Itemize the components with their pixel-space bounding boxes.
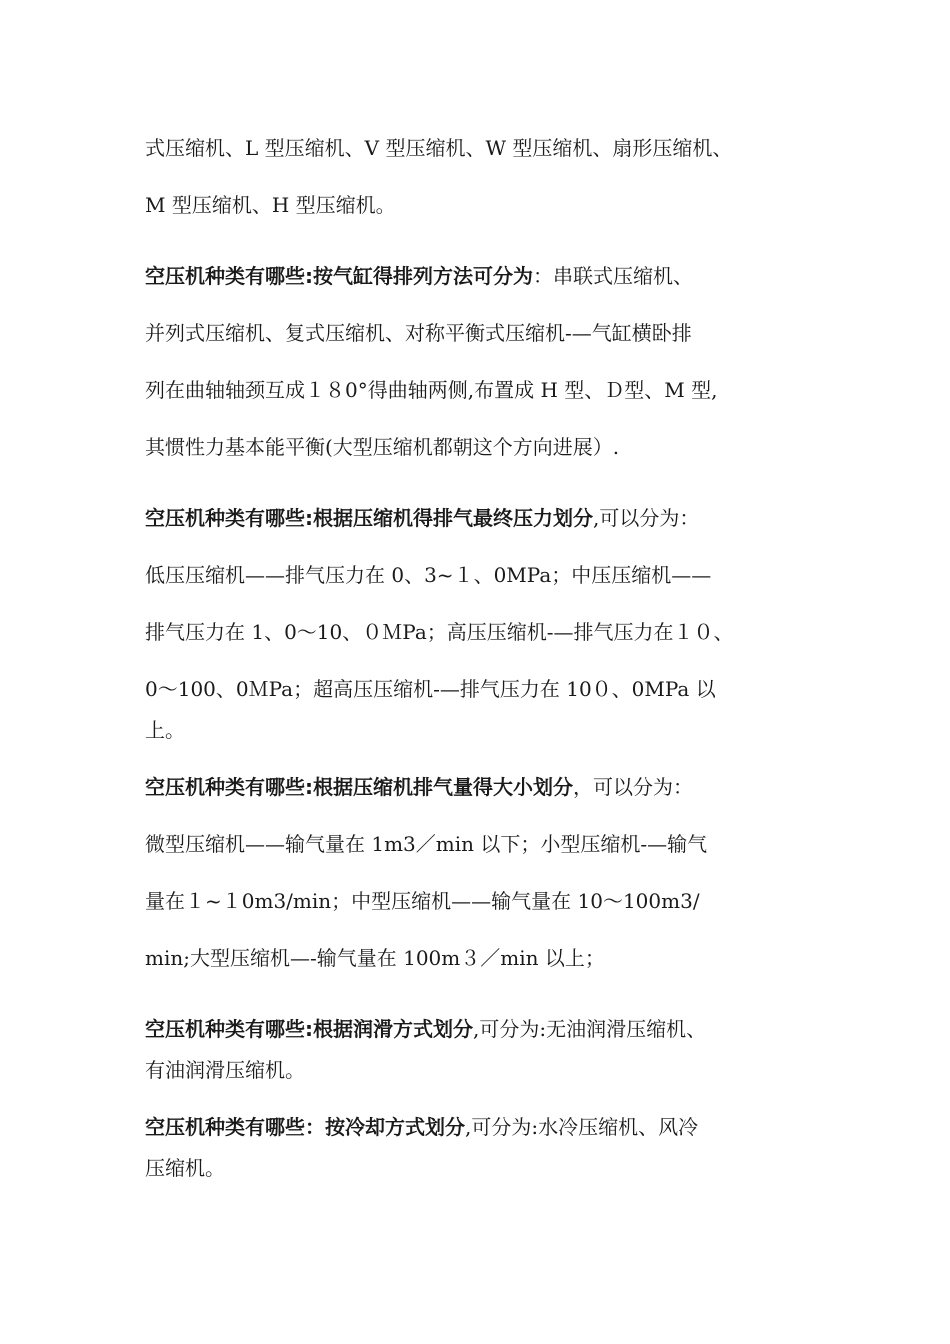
text-line: 微型压缩机——输气量在 1m3／min 以下；小型压缩机-—输气: [145, 832, 708, 856]
text-line: 0～100、0ＭPa；超高压压缩机-—排气压力在 10０、0MPa 以: [145, 677, 716, 701]
text-line: 式压缩机、L 型压缩机、V 型压缩机、W 型压缩机、扇形压缩机、: [145, 136, 733, 160]
text-line: 有油润滑压缩机。: [145, 1058, 305, 1082]
text-line: M 型压缩机、H 型压缩机。: [145, 193, 396, 217]
heading-line-displacement: 空压机种类有哪些:根据压缩机排气量得大小划分，可以分为：: [145, 775, 693, 799]
heading-line-cooling: 空压机种类有哪些：按冷却方式划分,可分为:水冷压缩机、风冷: [145, 1115, 699, 1139]
text-line: 低压压缩机——排气压力在 0、3~１、0MPa；中压压缩机——: [145, 563, 712, 587]
text-line: 量在１~１0m3/min；中型压缩机——输气量在 10～100m3/: [145, 889, 700, 913]
text-line: 压缩机。: [145, 1156, 225, 1180]
text-line: min;大型压缩机—-输气量在 100m３／min 以上；: [145, 946, 605, 970]
text-line: 上。: [145, 718, 185, 742]
heading-line-discharge-pressure: 空压机种类有哪些:根据压缩机得排气最终压力划分,可以分为：: [145, 506, 700, 530]
text-line: 其惯性力基本能平衡(大型压缩机都朝这个方向进展）.: [145, 435, 620, 459]
text-line: 列在曲轴轴颈互成１８0°得曲轴两侧,布置成 H 型、Ｄ型、M 型,: [145, 378, 718, 402]
text-line: 排气压力在 1、0～10、０ＭPa；高压压缩机-—排气压力在１０、: [145, 620, 734, 644]
heading-line-lubrication: 空压机种类有哪些:根据润滑方式划分,可分为:无油润滑压缩机、: [145, 1017, 707, 1041]
heading-line-cylinder-arrangement: 空压机种类有哪些:按气缸得排列方法可分为：串联式压缩机、: [145, 264, 693, 288]
text-line: 并列式压缩机、复式压缩机、对称平衡式压缩机-—气缸横卧排: [145, 321, 692, 345]
